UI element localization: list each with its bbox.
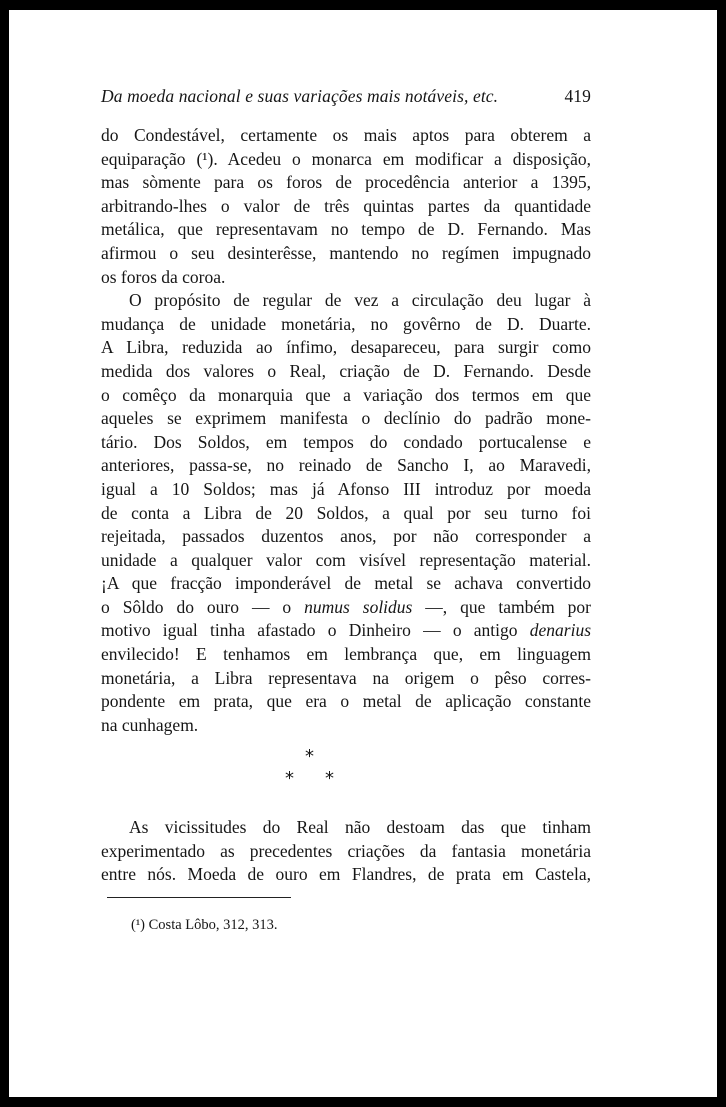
text-line: envilecido! E tenhamos em lembrança que, em linguagem bbox=[101, 644, 591, 665]
text-line: de conta a Libra de 20 Soldos, a qual por seu turno foi bbox=[101, 502, 591, 523]
text-line: experimentado as precedentes criações da fantasia monetária bbox=[101, 840, 591, 861]
paragraph-1 bbox=[101, 124, 591, 289]
footnote-marker: (¹) bbox=[131, 917, 146, 933]
footnote-rule bbox=[107, 897, 291, 898]
text-line: os foros da coroa. bbox=[101, 266, 226, 287]
text-line: na cunhagem. bbox=[101, 714, 199, 735]
text-line: igual a 10 Soldos; mas já Afonso III introduz por moeda bbox=[101, 478, 591, 499]
body-text bbox=[101, 124, 591, 737]
page-number: 419 bbox=[564, 86, 591, 106]
running-header bbox=[101, 86, 591, 107]
paragraph-2 bbox=[101, 289, 591, 737]
running-title: Da moeda nacional e suas variações mais notáveis, etc. bbox=[101, 86, 499, 106]
paragraph-3 bbox=[101, 816, 591, 887]
text-line: metálica, que representavam no tempo de D. Fernando. Mas bbox=[101, 219, 591, 240]
text-line: afirmou o seu desinterêsse, mantendo no regímen impugnado bbox=[101, 242, 591, 263]
footnote-text: Costa Lôbo, 312, 313. bbox=[148, 917, 278, 933]
text-line: ¡A que fracção imponderável de metal se achava convertido bbox=[101, 573, 591, 594]
text-line: entre nós. Moeda de ouro em Flandres, de prata em Castela, bbox=[101, 864, 591, 885]
text-line: mas sòmente para os foros de procedência anterior a 1395, bbox=[101, 172, 591, 193]
text-line: A Libra, reduzida ao ínfimo, desapareceu, para surgir como bbox=[101, 337, 591, 358]
book-page bbox=[9, 10, 717, 1097]
text-line: unidade a qualquer valor com visível representação material. bbox=[101, 549, 591, 570]
asterisk-icon: * bbox=[305, 746, 314, 767]
text-line: O propósito de regular de vez a circulação deu lugar à bbox=[129, 290, 591, 311]
text-line: o comêço da monarquia que a variação dos termos em que bbox=[101, 384, 591, 405]
asterisk-icon: * bbox=[285, 768, 294, 789]
text-line: tário. Dos Soldos, em tempos do condado portucalense e bbox=[101, 431, 591, 452]
text-line: medida dos valores o Real, criação de D. Fernando. Desde bbox=[101, 360, 591, 381]
text-line: pondente em prata, que era o metal de aplicação constante bbox=[101, 691, 591, 712]
text-line: anteriores, passa-se, no reinado de Sancho I, ao Maravedi, bbox=[101, 455, 591, 476]
text-line: rejeitada, passados duzentos anos, por não corresponder a bbox=[101, 526, 591, 547]
asterisk-icon: * bbox=[325, 768, 334, 789]
text-line: monetária, a Libra representava na origem o pêso corres- bbox=[101, 667, 591, 688]
text-line: mudança de unidade monetária, no govêrno de D. Duarte. bbox=[101, 313, 591, 334]
text-line: aqueles se exprimem manifesta o declínio do padrão mone- bbox=[101, 408, 591, 429]
footnote bbox=[131, 917, 278, 934]
text-line: As vicissitudes do Real não destoam das que tinham bbox=[129, 817, 591, 837]
text-line: equiparação (¹). Acedeu o monarca em modificar a disposição, bbox=[101, 148, 591, 169]
text-line: o Sôldo do ouro — o numus solidus —, que também por bbox=[101, 596, 591, 617]
text-line: do Condestável, certamente os mais aptos para obterem a bbox=[101, 125, 591, 145]
text-line: motivo igual tinha afastado o Dinheiro — o antigo denarius bbox=[101, 620, 591, 641]
text-line: arbitrando-lhes o valor de três quintas partes da quantidade bbox=[101, 195, 591, 216]
